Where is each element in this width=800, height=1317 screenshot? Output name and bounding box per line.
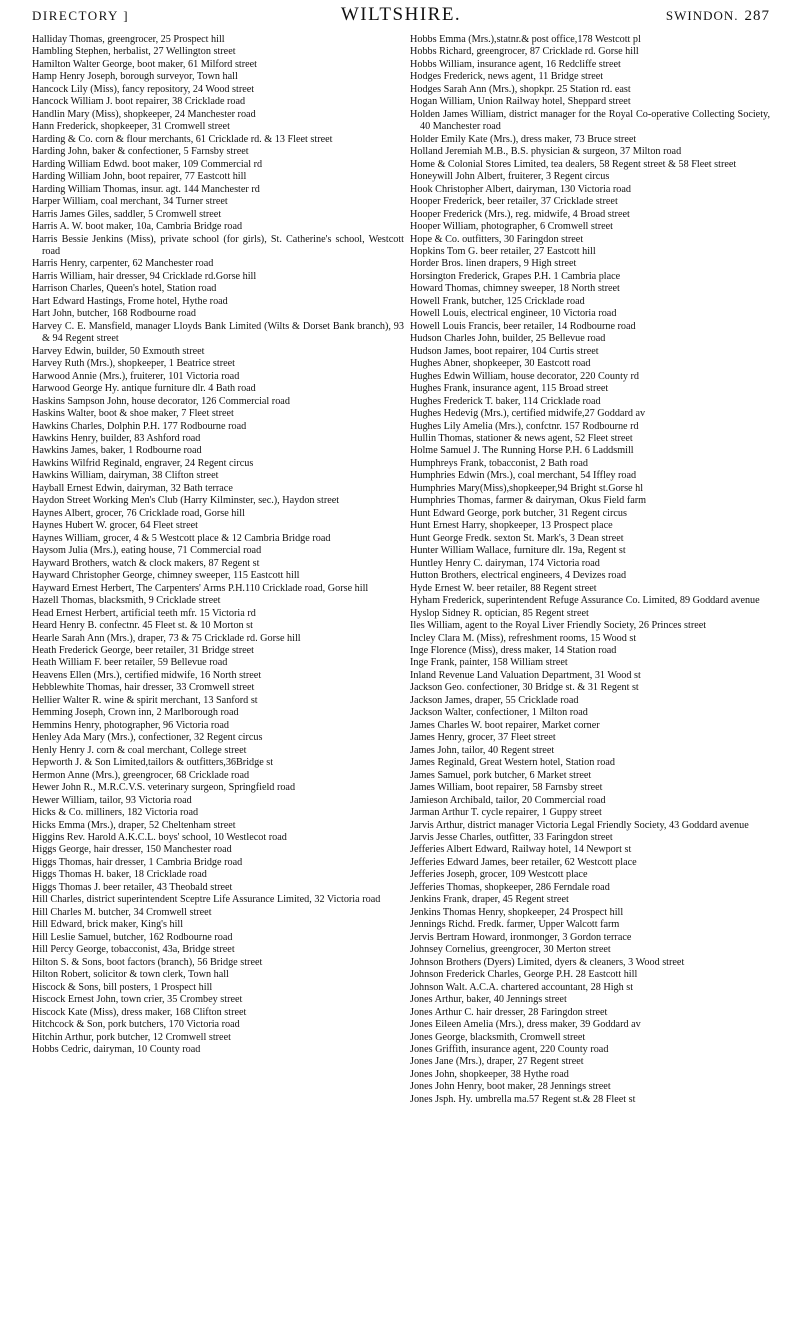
directory-entry: Jackson James, draper, 55 Cricklade road [410, 694, 579, 706]
directory-entry: Hart John, butcher, 168 Rodbourne road [32, 308, 196, 320]
directory-entry: Hodges Frederick, news agent, 11 Bridge street [410, 71, 604, 83]
directory-entry: Hunt Ernest Harry, shopkeeper, 13 Prospect place [410, 520, 613, 532]
directory-entry: Jones George, blacksmith, Cromwell street [410, 1031, 586, 1043]
page-header [32, 0, 770, 34]
directory-entry: Hooper Frederick, beer retailer, 37 Cricklade street [410, 196, 618, 208]
directory-entry: Howell Louis Francis, beer retailer, 14 Rodbourne road [410, 320, 636, 332]
directory-entry: Harwood Annie (Mrs.), fruiterer, 101 Victoria road [32, 370, 240, 382]
directory-entry: Jefferies Joseph, grocer, 109 Westcott place [410, 869, 588, 881]
directory-entry: Heavens Ellen (Mrs.), certified midwife, 16 North street [32, 669, 262, 681]
directory-entry: Hill Charles M. butcher, 34 Cromwell street [32, 906, 212, 918]
directory-entry: Harvey C. E. Mansfield, manager Lloyds Bank Limited (Wilts & Dorset Bank branch), 93 & 94 Regent street [32, 320, 404, 345]
directory-entry: Iles William, agent to the Royal Liver Friendly Society, 26 Princes street [410, 620, 707, 632]
header-town-and-page [666, 8, 770, 25]
directory-entry: Jones John Henry, boot maker, 28 Jennings street [410, 1081, 611, 1093]
directory-entry: Hyslop Sidney R. optician, 85 Regent street [410, 607, 589, 619]
directory-entry: Hughes Frank, insurance agent, 115 Broad street [410, 383, 609, 395]
directory-entry: Hepworth J. & Son Limited,tailors & outfitters,36Bridge st [32, 757, 274, 769]
directory-entry: Hambling Stephen, herbalist, 27 Wellington street [32, 46, 236, 58]
directory-entry: Inge Frank, painter, 158 William street [410, 657, 568, 669]
directory-entry: James Henry, grocer, 37 Fleet street [410, 732, 556, 744]
directory-entry: Huntley Henry C. dairyman, 174 Victoria road [410, 557, 600, 569]
directory-entry: Jackson Walter, confectioner, 1 Milton road [410, 707, 588, 719]
directory-entry: Hunt Edward George, pork butcher, 31 Regent circus [410, 507, 627, 519]
directory-entry: Hawkins Henry, builder, 83 Ashford road [32, 433, 201, 444]
page-number: 287 [744, 8, 770, 24]
directory-entry: Hawkins James, baker, 1 Rodbourne road [32, 445, 202, 457]
directory-entry: Humphreys Frank, tobacconist, 2 Bath road [410, 457, 588, 469]
directory-entry: Holden James William, district manager for the Royal Co-operative Collecting Society, 40 Manchester road [410, 108, 770, 133]
directory-entry: Higgins Rev. Harold A.K.C.L. boys' school, 10 Westlecot road [32, 832, 287, 843]
directory-entry: Hunt George Fredk. sexton St. Mark's, 3 Dean street [410, 532, 624, 544]
directory-entry: Jones Griffith, insurance agent, 220 County road [410, 1043, 609, 1055]
directory-entry: Johnson Frederick Charles, George P.H. 28 Eastcott hill [410, 969, 638, 981]
directory-entry: Hill Charles, district superintendent Sceptre Life Assurance Limited, 32 Victoria road [32, 894, 381, 906]
directory-entry: Hobbs Cedric, dairyman, 10 County road [32, 1043, 201, 1055]
right-column [410, 34, 770, 1106]
directory-entry: Hilton Robert, solicitor & town clerk, Town hall [32, 969, 229, 981]
directory-entry: Humphries Mary(Miss),shopkeeper,94 Bright st.Gorse hl [410, 482, 644, 494]
directory-entry: Heath Frederick George, beer retailer, 31 Bridge street [32, 644, 255, 656]
directory-entry: Inland Revenue Land Valuation Department, 31 Wood st [410, 669, 641, 681]
directory-entry: Hook Christopher Albert, dairyman, 130 Victoria road [410, 183, 632, 195]
directory-entry: Incley Clara M. (Miss), refreshment rooms, 15 Wood st [410, 632, 637, 644]
directory-entry: Jarvis Arthur, district manager Victoria Legal Friendly Society, 43 Goddard avenue [410, 819, 749, 831]
directory-entry: Hobbs Richard, greengrocer, 87 Cricklade rd. Gorse hill [410, 46, 639, 58]
directory-entry: Hobbs Emma (Mrs.),statnr.& post office,178 Westcott pl [410, 34, 641, 45]
directory-entry: Howell Frank, butcher, 125 Cricklade road [410, 295, 585, 307]
directory-entry: Holland Jeremiah M.B., B.S. physician & surgeon, 37 Milton road [410, 146, 682, 158]
directory-entry: Harding William Edwd. boot maker, 109 Commercial rd [32, 158, 263, 170]
directory-entry: Hancock William J. boot repairer, 38 Cricklade road [32, 96, 246, 108]
directory-entry: Hughes Hedevig (Mrs.), certified midwife,27 Goddard av [410, 408, 646, 420]
directory-entry: Hayward Brothers, watch & clock makers, 87 Regent st [32, 557, 260, 569]
directory-entry: Honeywill John Albert, fruiterer, 3 Regent circus [410, 171, 610, 183]
directory-entry: Hill Leslie Samuel, butcher, 162 Rodbourne road [32, 931, 233, 943]
directory-entry: Jenkins Frank, draper, 45 Regent street [410, 894, 569, 906]
directory-entry: James John, tailor, 40 Regent street [410, 744, 555, 756]
header-county-title: WILTSHIRE. [340, 4, 462, 25]
directory-entry: Haynes William, grocer, 4 & 5 Westcott place & 12 Cambria Bridge road [32, 532, 331, 544]
header-town-label: SWINDON. [665, 8, 739, 23]
directory-entry: Hawkins Charles, Dolphin P.H. 177 Rodbourne road [32, 420, 247, 432]
directory-entry: Hewer John R., M.R.C.V.S. veterinary surgeon, Springfield road [32, 782, 296, 794]
directory-entry: Jefferies Edward James, beer retailer, 62 Westcott place [410, 856, 637, 868]
directory-entry: Hayward Christopher George, chimney sweeper, 115 Eastcott hill [32, 570, 300, 582]
directory-entry: Hogan William, Union Railway hotel, Sheppard street [410, 96, 631, 108]
directory-entry: Hilton S. & Sons, boot factors (branch), 56 Bridge street [32, 956, 263, 968]
directory-entry: Johnsey Cornelius, greengrocer, 30 Merton street [410, 944, 611, 956]
directory-entry: Hiscock Kate (Miss), dress maker, 168 Clifton street [32, 1006, 247, 1018]
directory-entry: James Samuel, pork butcher, 6 Market street [410, 769, 592, 781]
directory-entry: Jackson Geo. confectioner, 30 Bridge st. & 31 Regent st [410, 682, 639, 694]
directory-entry: Jones Eileen Amelia (Mrs.), dress maker, 39 Goddard av [410, 1019, 641, 1031]
directory-entry: Hewer William, tailor, 93 Victoria road [32, 794, 192, 806]
directory-entry: Holder Emily Kate (Mrs.), dress maker, 73 Bruce street [410, 133, 637, 145]
directory-entry: Haskins Walter, boot & shoe maker, 7 Fleet street [32, 408, 234, 420]
directory-entry: Howard Thomas, chimney sweeper, 18 North street [410, 283, 620, 295]
directory-entry: Heath William F. beer retailer, 59 Bellevue road [32, 657, 228, 669]
directory-entry: Haskins Sampson John, house decorator, 126 Commercial road [32, 395, 290, 407]
directory-entry: Home & Colonial Stores Limited, tea dealers, 58 Regent street & 58 Fleet street [410, 158, 737, 170]
directory-entry: Inge Florence (Miss), dress maker, 14 Station road [410, 644, 617, 656]
directory-entry: Hill Edward, brick maker, King's hill [32, 919, 184, 931]
directory-entry: Jamieson Archibald, tailor, 20 Commercial road [410, 794, 606, 806]
directory-entry: Humphries Edwin (Mrs.), coal merchant, 54 Iffley road [410, 470, 637, 482]
directory-entry: James Charles W. boot repairer, Market corner [410, 719, 600, 731]
directory-entry: Harris Bessie Jenkins (Miss), private school (for girls), St. Catherine's school, Westcott road [32, 233, 404, 257]
directory-entry: Halliday Thomas, greengrocer, 25 Prospect hill [32, 34, 225, 45]
directory-entry: Jervis Bertram Howard, ironmonger, 3 Gordon terrace [410, 931, 632, 943]
directory-entry: Horsington Frederick, Grapes P.H. 1 Cambria place [410, 270, 621, 282]
directory-entry: Jones Jane (Mrs.), draper, 27 Regent street [410, 1056, 584, 1068]
directory-entry: Hiscock & Sons, bill posters, 1 Prospect hill [32, 981, 213, 993]
directory-entry: Handlin Mary (Miss), shopkeeper, 24 Manchester road [32, 108, 256, 120]
directory-entry: James William, boot repairer, 58 Farnsby street [410, 782, 603, 794]
directory-entry: Hawkins William, dairyman, 38 Clifton street [32, 470, 219, 482]
directory-entry: Hope & Co. outfitters, 30 Faringdon street [410, 233, 584, 245]
directory-entry: Harris A. W. boot maker, 10a, Cambria Bridge road [32, 221, 243, 233]
directory-entry: Jones Arthur C. hair dresser, 28 Faringdon street [410, 1006, 608, 1018]
directory-entry: Hughes Lily Amelia (Mrs.), confctnr. 157 Rodbourne rd [410, 420, 639, 432]
directory-entry: Hellier Walter R. wine & spirit merchant, 13 Sanford st [32, 694, 258, 706]
directory-entry: Hamp Henry Joseph, borough surveyor, Town hall [32, 71, 238, 83]
directory-entry: Holme Samuel J. The Running Horse P.H. 6 Laddsmill [410, 445, 634, 457]
directory-entry: Hearle Sarah Ann (Mrs.), draper, 73 & 75 Cricklade rd. Gorse hill [32, 632, 301, 644]
directory-entry: Jones John, shopkeeper, 38 Hythe road [410, 1068, 569, 1080]
directory-entry: Harwood George Hy. antique furniture dlr. 4 Bath road [32, 383, 256, 395]
directory-entry: Hart Edward Hastings, Frome hotel, Hythe road [32, 295, 228, 307]
directory-entry: Hopkins Tom G. beer retailer, 27 Eastcott hill [410, 245, 596, 257]
directory-entry: Harper William, coal merchant, 34 Turner street [32, 196, 228, 208]
directory-entry: Hiscock Ernest John, town crier, 35 Crombey street [32, 994, 243, 1006]
directory-entry: Hebblewhite Thomas, hair dresser, 33 Cromwell street [32, 682, 255, 694]
directory-entry: Harris James Giles, saddler, 5 Cromwell street [32, 208, 222, 220]
directory-entry: Hermon Anne (Mrs.), greengrocer, 68 Cricklade road [32, 769, 250, 781]
directory-entry: Higgs Thomas J. beer retailer, 43 Theobald street [32, 881, 233, 893]
directory-entry: Hooper William, photographer, 6 Cromwell street [410, 221, 613, 233]
directory-entry: Hullin Thomas, stationer & news agent, 52 Fleet street [410, 433, 633, 444]
directory-entry: Hutton Brothers, electrical engineers, 4 Devizes road [410, 570, 627, 582]
directory-entry: Hudson Charles John, builder, 25 Bellevue road [410, 333, 606, 345]
directory-entry: Hayball Ernest Edwin, dairyman, 32 Bath terrace [32, 482, 233, 494]
directory-entry: Hicks & Co. milliners, 182 Victoria road [32, 807, 199, 819]
directory-entry: Hazell Thomas, blacksmith, 9 Cricklade street [32, 595, 221, 607]
directory-entry: Haynes Albert, grocer, 76 Cricklade road, Gorse hill [32, 507, 245, 519]
directory-entry: James Reginald, Great Western hotel, Station road [410, 757, 615, 769]
directory-entry: Higgs Thomas, hair dresser, 1 Cambria Bridge road [32, 856, 243, 868]
directory-entry: Henley Ada Mary (Mrs.), confectioner, 32 Regent circus [32, 732, 263, 744]
directory-entry: Hudson James, boot repairer, 104 Curtis street [410, 345, 599, 357]
directory-entry: Harris Henry, carpenter, 62 Manchester road [32, 258, 214, 270]
directory-entry: Higgs Thomas H. baker, 18 Cricklade road [32, 869, 207, 881]
directory-entry: Jones Arthur, baker, 40 Jennings street [410, 994, 567, 1006]
directory-entry: Howell Louis, electrical engineer, 10 Victoria road [410, 308, 617, 320]
directory-entry: Hitchin Arthur, pork butcher, 12 Cromwell street [32, 1031, 231, 1043]
directory-entry: Hooper Frederick (Mrs.), reg. midwife, 4 Broad street [410, 208, 630, 220]
directory-entry: Higgs George, hair dresser, 150 Manchester road [32, 844, 232, 856]
directory-entry: Jefferies Thomas, shopkeeper, 286 Ferndale road [410, 881, 610, 893]
directory-entry: Hunter William Wallace, furniture dlr. 19a, Regent st [410, 545, 626, 557]
directory-entry: Hemmins Henry, photographer, 96 Victoria road [32, 719, 230, 731]
directory-entry: Hamilton Walter George, boot maker, 61 Milford street [32, 58, 258, 70]
directory-entry: Hughes Abner, shopkeeper, 30 Eastcott road [410, 358, 591, 370]
directory-entry: Haynes Hubert W. grocer, 64 Fleet street [32, 520, 198, 532]
directory-entry: Jennings Richd. Fredk. farmer, Upper Walcott farm [410, 919, 620, 931]
directory-entry: Hawkins Wilfrid Reginald, engraver, 24 Regent circus [32, 457, 254, 469]
directory-entry: Harris William, hair dresser, 94 Cricklade rd.Gorse hill [32, 270, 257, 282]
directory-entry: Hughes Edwin William, house decorator, 220 County rd [410, 370, 640, 382]
directory-entry: Johnson Brothers (Dyers) Limited, dyers & cleaners, 3 Wood street [410, 956, 685, 968]
directory-entry: Harding & Co. corn & flour merchants, 61 Cricklade rd. & 13 Fleet street [32, 133, 333, 145]
directory-entry: Hobbs William, insurance agent, 16 Redcliffe street [410, 58, 621, 70]
directory-entry: Hayward Ernest Herbert, The Carpenters' Arms P.H.110 Cricklade road, Gorse hill [32, 582, 369, 594]
directory-entry: Horder Bros. linen drapers, 9 High street [410, 258, 577, 270]
directory-entry: Head Ernest Herbert, artificial teeth mfr. 15 Victoria rd [32, 607, 256, 619]
directory-entry: Johnson Walt. A.C.A. chartered accountant, 28 High st [410, 981, 634, 993]
directory-entry: Henly Henry J. corn & coal merchant, College street [32, 744, 247, 756]
directory-entry: Hemming Joseph, Crown inn, 2 Marlborough road [32, 707, 239, 719]
directory-entry: Jarman Arthur T. cycle repairer, 1 Guppy street [410, 807, 602, 819]
directory-entry: Hodges Sarah Ann (Mrs.), shopkpr. 25 Station rd. east [410, 83, 631, 95]
directory-entry: Hicks Emma (Mrs.), draper, 52 Cheltenham street [32, 819, 236, 831]
directory-entry: Heard Henry B. confectnr. 45 Fleet st. & 10 Morton st [32, 620, 253, 632]
directory-entry: Harding William Thomas, insur. agt. 144 Manchester rd [32, 183, 260, 195]
directory-entry: Jarvis Jesse Charles, outfitter, 33 Faringdon street [410, 832, 613, 843]
directory-entry: Harvey Ruth (Mrs.), shopkeeper, 1 Beatrice street [32, 358, 235, 370]
directory-entry: Hill Percy George, tobacconist, 43a, Bridge street [32, 944, 235, 956]
left-column [32, 34, 404, 1106]
directory-entry: Hyde Ernest W. beer retailer, 88 Regent street [410, 582, 597, 594]
directory-entry: Hyham Frederick, superintendent Refuge Assurance Co. Limited, 89 Goddard avenue [410, 595, 760, 607]
directory-entry: Haydon Street Working Men's Club (Harry Kilminster, sec.), Haydon street [32, 495, 340, 507]
directory-entry: Jones Jsph. Hy. umbrella ma.57 Regent st.& 28 Fleet st [410, 1093, 636, 1105]
directory-entry: Hancock Lily (Miss), fancy repository, 24 Wood street [32, 83, 255, 95]
directory-entry: Hitchcock & Son, pork butchers, 170 Victoria road [32, 1019, 240, 1031]
directory-columns [32, 34, 770, 1106]
directory-entry: Hann Frederick, shopkeeper, 31 Cromwell street [32, 121, 230, 133]
directory-entry: Harding William John, boot repairer, 77 Eastcott hill [32, 171, 247, 183]
header-directory-label: DIRECTORY ] [32, 8, 130, 23]
directory-entry: Hughes Frederick T. baker, 114 Cricklade road [410, 395, 601, 407]
directory-entry: Harvey Edwin, builder, 50 Exmouth street [32, 345, 205, 357]
directory-entry: Haysom Julia (Mrs.), eating house, 71 Commercial road [32, 545, 262, 557]
directory-entry: Harding John, baker & confectioner, 5 Farnsby street [32, 146, 249, 158]
directory-entry: Humphries Thomas, farmer & dairyman, Okus Field farm [410, 495, 647, 507]
directory-entry: Harrison Charles, Queen's hotel, Station road [32, 283, 217, 295]
directory-entry: Jenkins Thomas Henry, shopkeeper, 24 Prospect hill [410, 906, 624, 918]
directory-entry: Jefferies Albert Edward, Railway hotel, 14 Newport st [410, 844, 632, 856]
